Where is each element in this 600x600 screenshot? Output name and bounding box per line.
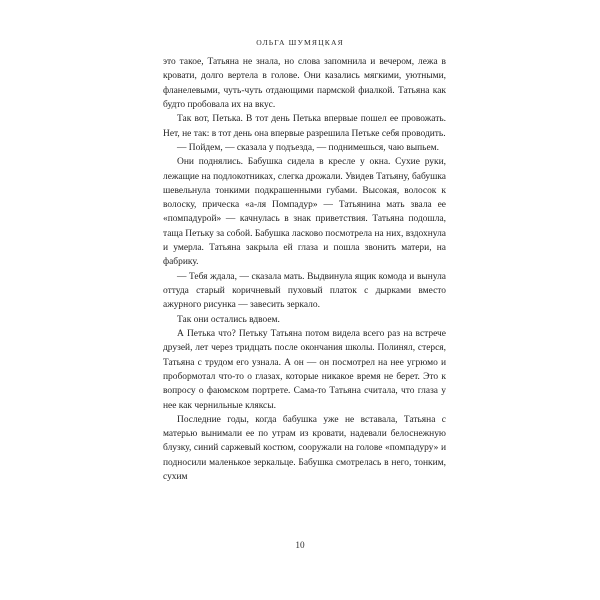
paragraph: это такое, Татьяна не знала, но слова запомнила и вечером, лежа в кровати, долго вертела в голове. Они казались мягкими, уютными, фланелевыми, чуть-чуть отдающими пармской фиалкой. Татьяна как будто пробовала их на вкус. [163,57,446,110]
paragraph: Они поднялись. Бабушка сидела в кресле у окна. Сухие руки, лежащие на подлокотниках, слегка дрожали. Увидев Татьяну, бабушка шевельнула тонкими подкрашенными губами. Высокая, волосок к волоску, прическа «а-ля Помпадур» — Татьянина мать звала ее «помпадурой» — качнулась в знак приветствия. Татьяна подошла, таща Петьку за собой. Бабушка ласково посмотрела на них, вздохнула и умерла. Татьяна закрыла ей глаза и пошла звонить матери, на фабрику. [163,157,446,268]
paragraph: — Тебя ждала, — сказала мать. Выдвинула ящик комода и вынула оттуда старый коричневый пуховый платок с дырками вместо ажурного рисунка — завесить зеркало. [163,271,446,311]
paragraph: Последние годы, когда бабушка уже не вставала, Татьяна с матерью вынимали ее по утрам из кровати, надевали белоснежную блузку, синий саржевый костюм, сооружали на голове «помпадуру» и подносили маленькое зеркальце. Бабушка смотрелась в него, тонким, сухим [163,414,446,483]
paragraph: А Петька что? Петьку Татьяна потом видела всего раз на встрече друзей, лет через тридцать после окончания школы. Полинял, стерся, Татьяна с трудом его узнала. А он — он посмотрел на нее угрюмо и пробормотал что-то о глазах, которые никакое время не берет. Это к вопросу о фаюмском портрете. Сама-то Татьяна считала, что глаза у нее как чернильные кляксы. [163,328,446,411]
paragraph: — Пойдем, — сказала у подъезда, — поднимешься, чаю выпьем. [177,142,439,153]
body-text [163,55,446,484]
paragraph: Так они остались вдвоем. [177,314,280,325]
running-head: ОЛЬГА ШУМЯЦКАЯ [256,38,344,47]
paragraph: Так вот, Петька. В тот день Петька впервые пошел ее провожать. Нет, не так: в тот день она впервые разрешила Петьке себя проводить. [163,114,446,139]
page-number: 10 [295,540,305,550]
